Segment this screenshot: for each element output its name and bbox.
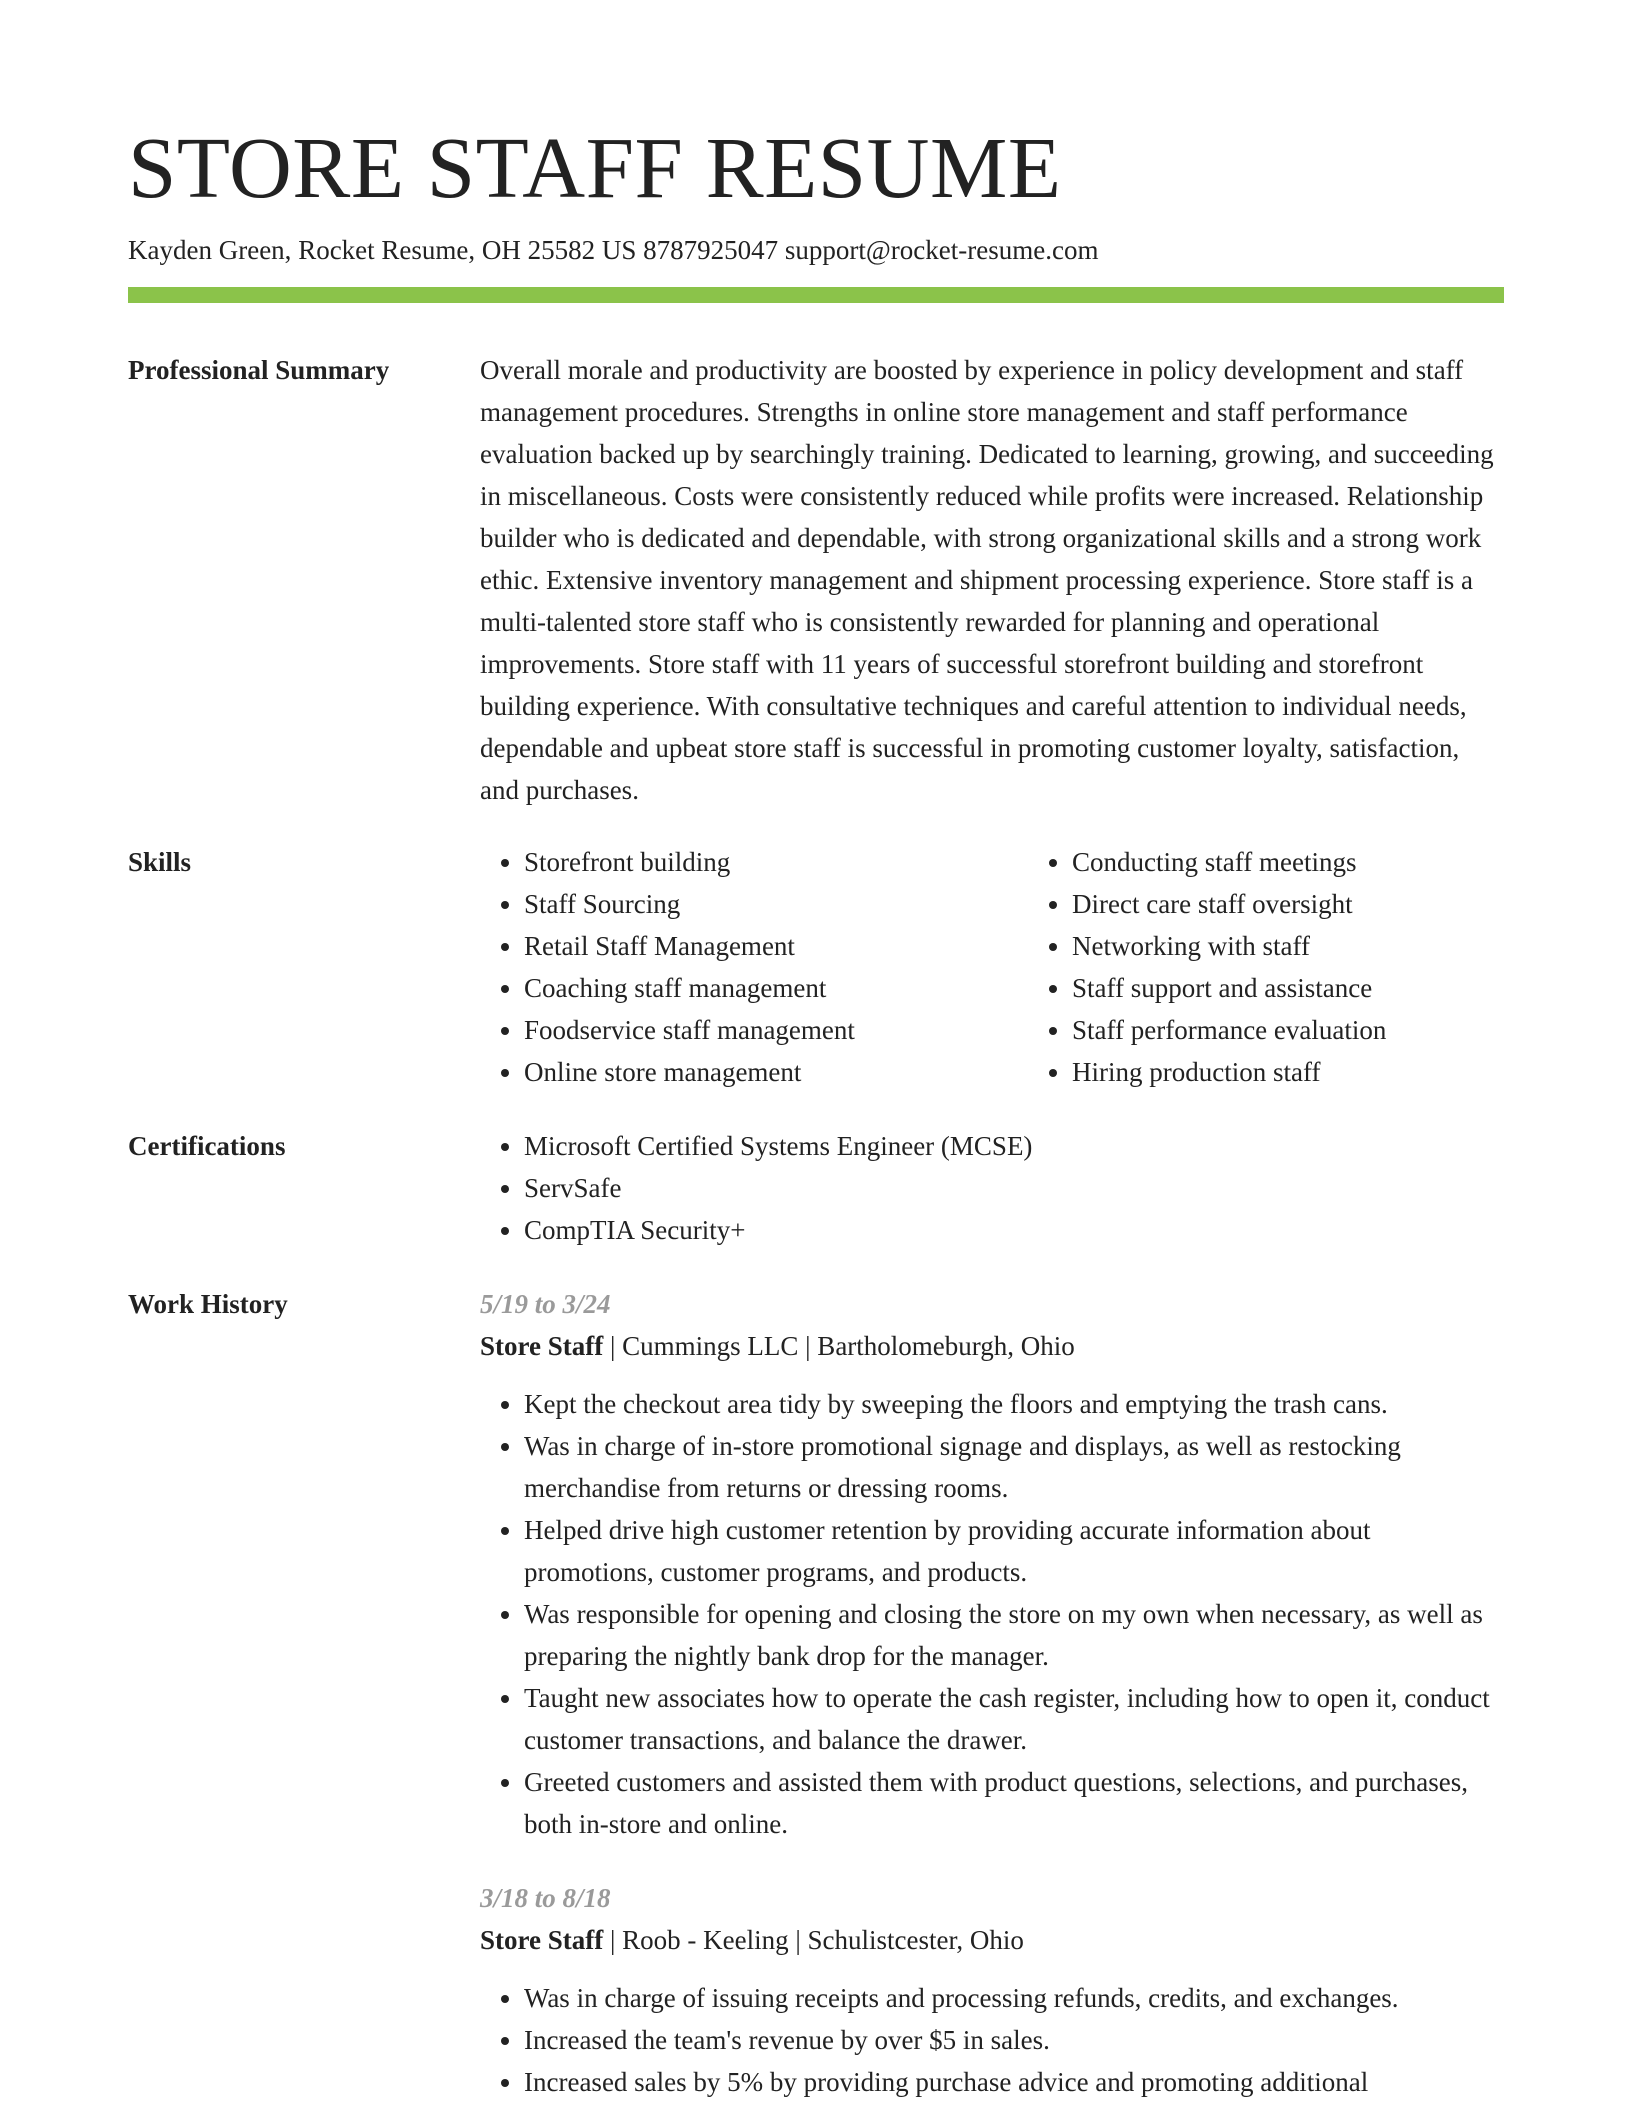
job-bullet: • Helped drive high customer retention by providing accurate information about promotions, customer programs, and products. <box>524 1509 1504 1593</box>
contact-phone: 8787925047 <box>643 235 779 265</box>
contact-state-zip: OH 25582 US <box>481 235 637 265</box>
job-dates: 3/18 to 8/18 <box>480 1883 611 1913</box>
skill-item: • Online store management <box>524 1051 1028 1093</box>
job-title: Store Staff <box>480 1925 604 1955</box>
header-divider <box>128 287 1504 303</box>
certifications-list <box>480 1125 1504 1251</box>
certifications-label: Certifications <box>128 1131 286 1161</box>
job-bullets <box>480 1977 1504 2103</box>
skill-item: • Foodservice staff management <box>524 1009 1028 1051</box>
job-bullet: • Kept the checkout area tidy by sweeping the floors and emptying the trash cans. <box>524 1383 1504 1425</box>
certifications-section <box>128 1125 1504 1251</box>
skill-item: • Staff Sourcing <box>524 883 1028 925</box>
summary-section <box>128 349 1504 811</box>
skill-item: • Staff performance evaluation <box>1072 1009 1576 1051</box>
contact-email: support@rocket-resume.com <box>784 235 1099 265</box>
skill-item: • Storefront building <box>524 841 1028 883</box>
job-entry <box>480 1877 1504 2103</box>
skills-list-right <box>1028 841 1576 1093</box>
job-bullet: • Increased the team's revenue by over $5 in sales. <box>524 2019 1504 2061</box>
skill-item: • Direct care staff oversight <box>1072 883 1576 925</box>
job-bullet: • Greeted customers and assisted them with product questions, selections, and purchases, both in-store and online. <box>524 1761 1504 1845</box>
job-details: | Cummings LLC | Bartholomeburgh, Ohio <box>603 1331 1075 1361</box>
job-bullet: • Was responsible for opening and closing the store on my own when necessary, as well as preparing the nightly bank drop for the manager. <box>524 1593 1504 1677</box>
job-details: | Roob - Keeling | Schulistcester, Ohio <box>603 1925 1024 1955</box>
job-entry <box>480 1283 1504 1845</box>
certification-item: • Microsoft Certified Systems Engineer (MCSE) <box>524 1125 1504 1167</box>
skill-item: • Coaching staff management <box>524 967 1028 1009</box>
contact-line <box>128 232 1504 268</box>
contact-name: Kayden Green, <box>128 235 292 265</box>
contact-city: Rocket Resume, <box>298 235 476 265</box>
skill-item: • Staff support and assistance <box>1072 967 1576 1009</box>
skill-item: • Hiring production staff <box>1072 1051 1576 1093</box>
certification-item: • CompTIA Security+ <box>524 1209 1504 1251</box>
summary-text: Overall morale and productivity are boosted by experience in policy development and staff management procedures. Strengths in online store management and staff performance evaluation backed up by searchingly training. Dedicated to learning, growing, and succeeding in miscellaneous. Costs were consistently reduced while profits were increased. Relationship builder who is dedicated and dependable, with strong organizational skills and a strong work ethic. Extensive inventory management and shipment processing experience. Store staff is a multi-talented store staff who is consistently rewarded for planning and operational improvements. Store staff with 11 years of successful storefront building and storefront building experience. With consultative techniques and careful attention to individual needs, dependable and upbeat store staff is successful in promoting customer loyalty, satisfaction, and purchases. <box>480 355 1494 805</box>
job-bullet: • Was in charge of in-store promotional signage and displays, as well as restocking merchandise from returns or dressing rooms. <box>524 1425 1504 1509</box>
job-title: Store Staff <box>480 1331 604 1361</box>
job-heading <box>480 1919 1504 1961</box>
work-history-section <box>128 1283 1504 2103</box>
skills-label: Skills <box>128 847 192 877</box>
summary-label: Professional Summary <box>128 355 390 385</box>
skills-list-left <box>480 841 1028 1093</box>
job-bullet: • Increased sales by 5% by providing purchase advice and promoting additional <box>524 2061 1504 2103</box>
work-history-label: Work History <box>128 1289 288 1319</box>
skill-item: • Networking with staff <box>1072 925 1576 967</box>
certification-item: • ServSafe <box>524 1167 1504 1209</box>
resume-page <box>128 0 1504 2103</box>
skills-section <box>128 841 1504 1093</box>
job-dates: 5/19 to 3/24 <box>480 1289 611 1319</box>
job-bullet: • Was in charge of issuing receipts and processing refunds, credits, and exchanges. <box>524 1977 1504 2019</box>
skill-item: • Retail Staff Management <box>524 925 1028 967</box>
job-heading <box>480 1325 1504 1367</box>
resume-title: STORE STAFF RESUME <box>128 119 1062 216</box>
skill-item: • Conducting staff meetings <box>1072 841 1576 883</box>
job-bullet: • Taught new associates how to operate the cash register, including how to open it, conduct customer transactions, and balance the drawer. <box>524 1677 1504 1761</box>
job-bullets <box>480 1383 1504 1845</box>
